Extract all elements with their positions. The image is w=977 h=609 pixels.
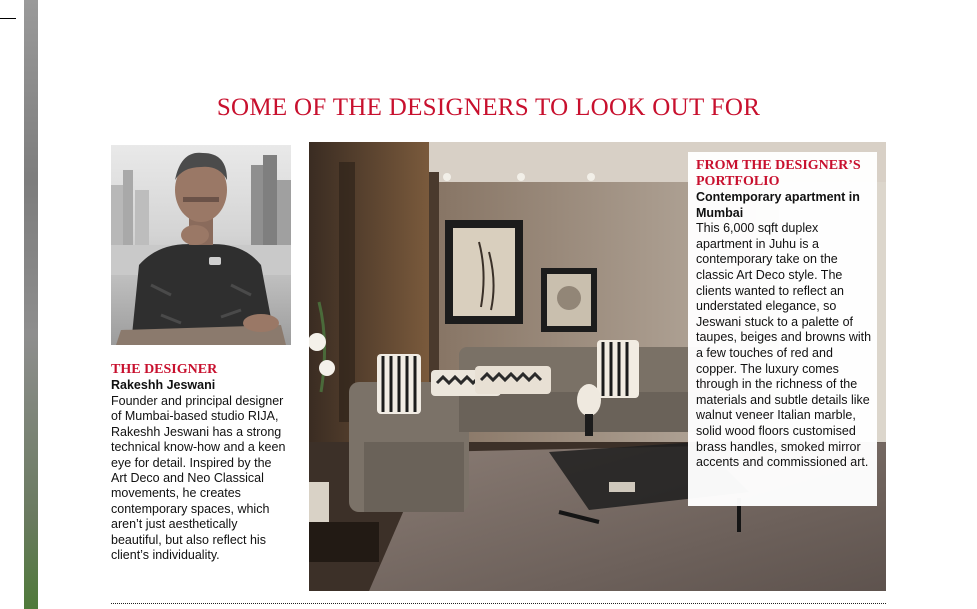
bottom-divider [111, 603, 886, 604]
portfolio-caption-box [688, 152, 877, 506]
article-headline: SOME OF THE DESIGNERS TO LOOK OUT FOR [216, 94, 761, 121]
crop-mark [0, 18, 16, 19]
apartment-interior-photo [309, 142, 886, 591]
portfolio-section-heading: FROM THE DESIGNER’S PORTFOLIO [696, 158, 861, 189]
designer-name: Rakeshh Jeswani [111, 378, 216, 392]
project-description: This 6,000 sqft duplex apartment in Juhu is a contemporary take on the classic Art Deco style. The clients wanted to reflect an understated elegance, so Jeswani stuck to a palette of taupes, beiges and browns with a few touches of red and copper. The luxury comes through in the richness of the materials and subtle details like walnut veneer Italian marble, solid wood floors customised brass handles, smoked mirror accents and commissioned art. [696, 221, 872, 470]
designer-section-heading: THE DESIGNER [111, 362, 218, 377]
designer-bio: Founder and principal designer of Mumbai-based studio RIJA, Rakeshh Jeswani has a strong technical know-how and a keen eye for detail. Inspired by the Art Deco and Neo Classical movements, he creates contemporary spaces, which aren’t just aesthetically beautiful, but also reflect his client’s individuality. [111, 394, 286, 563]
designer-portrait-photo [111, 145, 291, 345]
page-spine-photo-edge [24, 0, 38, 609]
project-title: Contemporary apartment in Mumbai [696, 190, 860, 220]
portrait-illustration [111, 145, 291, 345]
